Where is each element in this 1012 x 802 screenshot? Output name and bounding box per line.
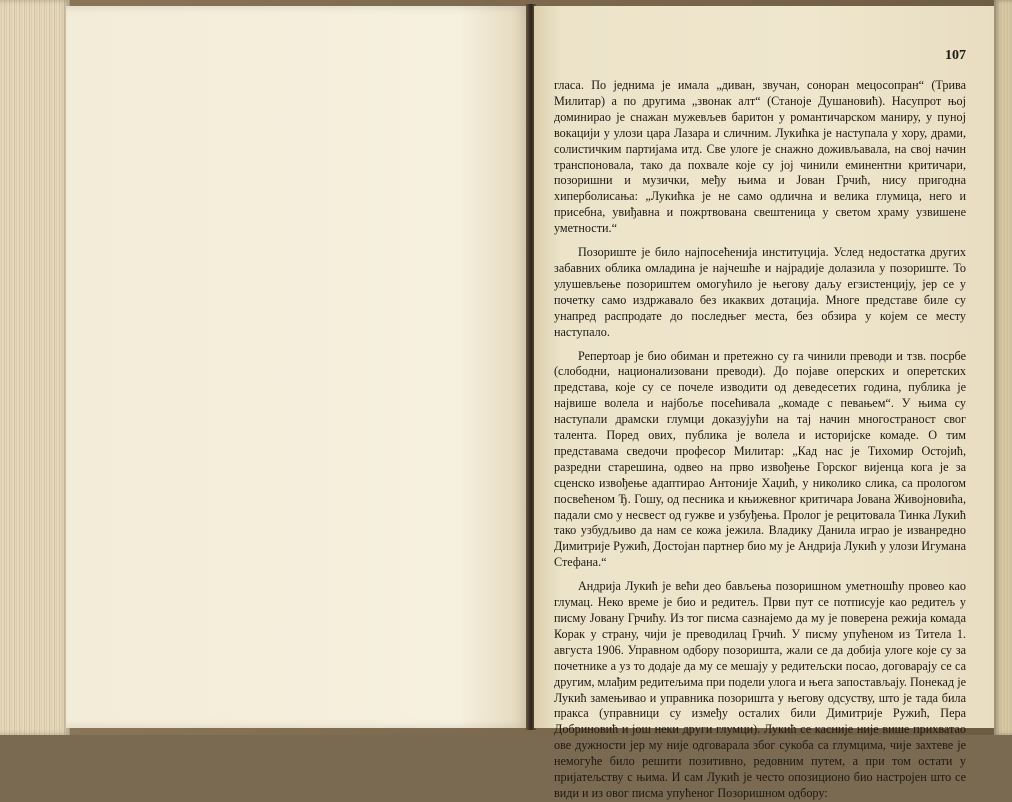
paragraph-3: Репертоар је био обиман и претежно су га чинили преводи и тзв. посрбе (слободни, национализовани преводи). До појаве оперских и оперетских представа, које су се почеле изводити од деведесетих година, публика је највише волела и најбоље посећивала „комаде с певањем“. У њима су наступали драмски глумци доказујући на тај начин многостраност свог талента. Поред ових, публика је волела и историјске комаде. О тим представама сведочи професор Милитар: „Кад нас је Тихомир Остојић, разредни старешина, одвео на прво извођење Горског вијенца кога је за сценско извођење адаптирао Антоније Хаџић, у николико слика, са прологом посвећеном Ђ. Гошу, од песника и књижевног критичара Јована Живојновића, падали смо у несвест од гужве и узбуђења. Пролог је рецитовала Тинка Лукић тако узбудљиво да нам се кожа јежила. Владику Данила играо је изванредно Димитрије Ружић, Достојан партнер био му је Андрија Лукић у улози Игумана Стефана.“: [554, 348, 966, 570]
page-edges-left: [0, 0, 70, 735]
paragraph-2: Позориште је било најпосећенија институција. Услед недостатка других забавних облика омладина је најчешће и најрадије долазила у позориште. То улушевљење позориштем омогућило је његову даљу егзистенцију, јер се у почетку само издржавало без икаквих дотација. Многе представе биле су унапред распродате до последњег места, без обзира у којем се месту наступало.: [554, 245, 966, 339]
paragraph-1: гласа. По једнима је имала „диван, звучан, соноран мецосопран“ (Трива Милитар) а по другима „звонак алт“ (Станоје Душановић). Насупрот њој доминирао је снажан мужевљев баритон у романтичарском маниру, у пуној вокацији у улози цара Лазара и сличним. Лукићка је наступала у хору, драми, солистичким партијама итд. Све улоге је снажно доживљавала, на свој начин транспоновала, тако да похвале које су јој чинили еминентни критичари, позоришни и музички, међу њима и Јован Грчић, нису пригодна хиперболисања: „Лукићка је не само одлична и велика глумица, него и присебна, увиђавна и пожртвована свештеница у светом храму узвишене уметности.“: [554, 78, 966, 236]
right-page: [534, 6, 996, 800]
page-number: 107: [945, 48, 966, 63]
page-edges-right: [994, 0, 1012, 735]
left-page-blank: [66, 6, 528, 728]
page-text: [554, 78, 966, 802]
paragraph-4: Андрија Лукић је већи део бављења позоришном уметношћу провео као глумац. Неко време је био и редитељ. Први пут се потписује као редитељ у писму Јовану Грчићу. Из тог писма сазнајемо да му је поверена режија комада Корак у страну, чији је преводилац Грчић. У писму упућеном из Титела 1. августа 1906. Управном одбору позоришта, жали се да добија улоге које су за почетнике а уз то додаје да му се мешају у редитељски посао, договарају се са другим, млађим редитељима при подели улога и њега запостављају. Понекад је Лукић замењивао и управника позоришта у његову одсуству, што је тада била пракса (управници су између осталих били Димитрије Ружић, Пера Добриновић и још неки други глумци). Лукић се касније није више прихватао ове дужности јер му није одговарала због сукоба са глумцима, чије захтеве је немогуће било решити позитивно, редовним путем, а при том остати у пријатељству с њима. И сам Лукић је често опозиционо био настројен што се види и из овог писма упућеног Позоришном одбору:: [554, 579, 967, 800]
